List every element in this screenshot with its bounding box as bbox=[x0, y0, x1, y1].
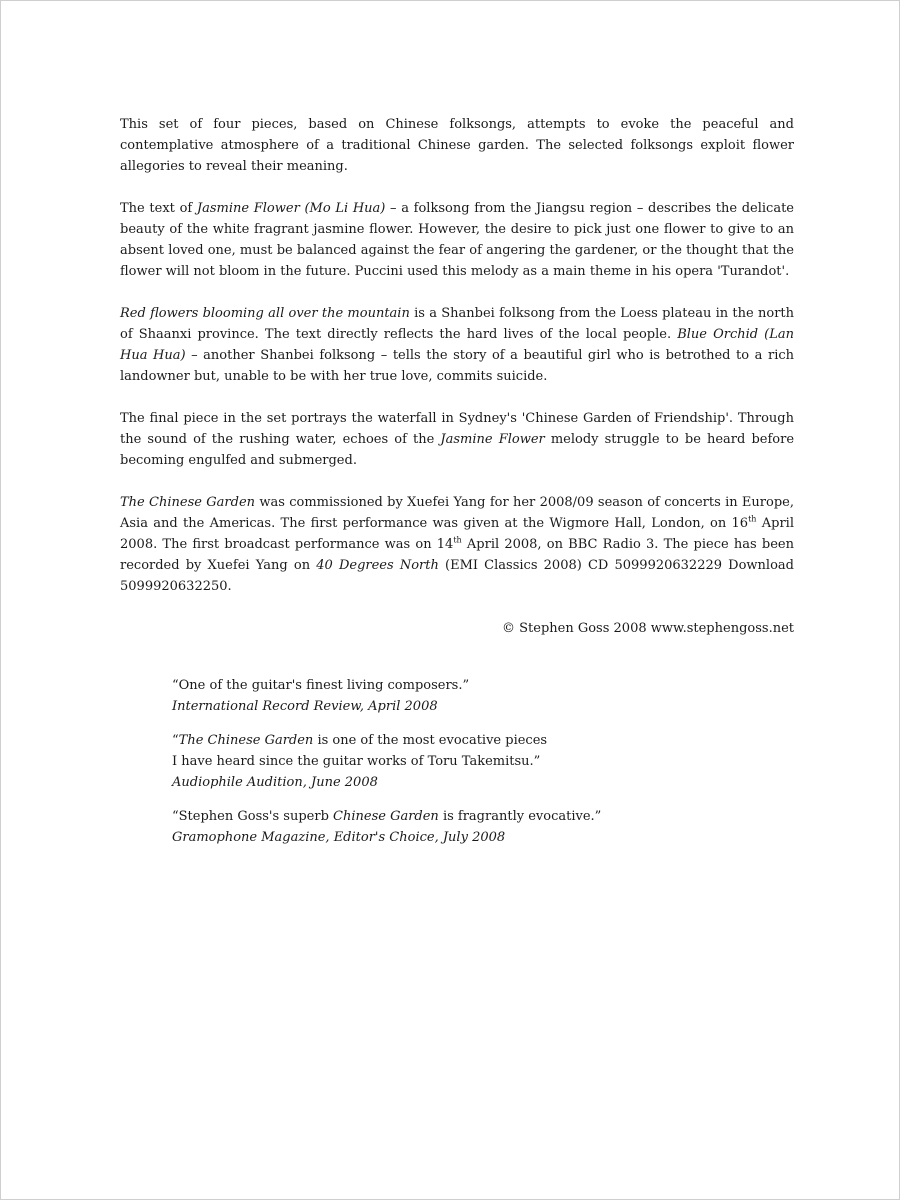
press-quotes bbox=[172, 675, 732, 861]
ordinal-suffix: th bbox=[453, 535, 462, 545]
text-run: The final piece in the set portrays the waterfall in Sydney's 'Chinese Garden of Friendship'. Through the sound of the rushing water, echoes of the bbox=[120, 411, 794, 447]
quote-text bbox=[172, 730, 732, 751]
text-run: melody struggle to be heard before becoming engulfed and submerged. bbox=[120, 432, 795, 468]
text-run: (EMI Classics 2008) CD 5099920632229 Download 5099920632250. bbox=[120, 558, 794, 594]
quote-source: Audiophile Audition, June 2008 bbox=[172, 775, 378, 790]
text-run: was commissioned by Xuefei Yang for her 2008/09 season of concerts in Europe, Asia and the Americas. The first performance was given at the Wigmore Hall, London, on 16 bbox=[120, 495, 794, 531]
song-title: Red flowers blooming all over the mountain bbox=[120, 306, 410, 321]
programme-note bbox=[120, 114, 794, 655]
quote-text bbox=[172, 806, 732, 827]
paragraph-shanbei-folksongs bbox=[120, 303, 794, 387]
text-run: – another Shanbei folksong – tells the story of a beautiful girl who is betrothed to a rich landowner but, unable to be with her true love, commits suicide. bbox=[120, 348, 795, 384]
quote-source: Gramophone Magazine, Editor's Choice, July 2008 bbox=[172, 830, 506, 845]
paragraph-waterfall bbox=[120, 408, 794, 471]
album-title: 40 Degrees North bbox=[316, 558, 439, 573]
copyright-line: © Stephen Goss 2008 www.stephengoss.net bbox=[502, 621, 794, 636]
paragraph-intro bbox=[120, 114, 794, 177]
work-title: The Chinese Garden bbox=[178, 733, 314, 748]
work-title: The Chinese Garden bbox=[120, 495, 256, 510]
paragraph-intro-text: This set of four pieces, based on Chinese folksongs, attempts to evoke the peaceful and contemplative atmosphere of a traditional Chinese garden. The selected folksongs exploit flower allegories to reveal their meaning. bbox=[120, 117, 794, 174]
paragraph-jasmine-flower bbox=[120, 198, 794, 282]
text-run: “ bbox=[172, 733, 179, 748]
paragraph-commission bbox=[120, 492, 794, 597]
press-quote bbox=[172, 675, 732, 717]
press-quote bbox=[172, 730, 732, 793]
text-run: is a Shanbei folksong from the Loess plateau in the north of Shaanxi province. The text directly reflects the hard lives of the local people. bbox=[120, 306, 795, 342]
song-title: Jasmine Flower (Mo Li Hua) bbox=[196, 201, 386, 216]
text-run: The text of bbox=[120, 201, 197, 216]
song-title: Jasmine Flower bbox=[440, 432, 545, 447]
text-run: “Stephen Goss's superb bbox=[172, 809, 334, 824]
text-run: April 2008, on BBC Radio 3. The piece has been recorded by Xuefei Yang on bbox=[120, 537, 794, 573]
text-run: – a folksong from the Jiangsu region – describes the delicate beauty of the white fragrant jasmine flower. However, the desire to pick just one flower to give to an absent loved one, must be balanced against the fear of angering the gardener, or the thought that the flower will not bloom in the future. Puccini used this melody as a main theme in his opera 'Turandot'. bbox=[120, 201, 794, 279]
quote-source: International Record Review, April 2008 bbox=[172, 699, 438, 714]
ordinal-suffix: th bbox=[748, 514, 757, 524]
work-title: Chinese Garden bbox=[333, 809, 439, 824]
quote-text: I have heard since the guitar works of Toru Takemitsu.” bbox=[172, 754, 541, 769]
press-quote bbox=[172, 806, 732, 848]
text-run: is fragrantly evocative.” bbox=[438, 809, 602, 824]
text-run: is one of the most evocative pieces bbox=[313, 733, 548, 748]
song-title: Blue Orchid (Lan Hua Hua) bbox=[120, 327, 794, 363]
text-run: April 2008. The first broadcast performance was on 14 bbox=[120, 516, 794, 552]
quote-text: “One of the guitar's finest living composers.” bbox=[172, 678, 470, 693]
